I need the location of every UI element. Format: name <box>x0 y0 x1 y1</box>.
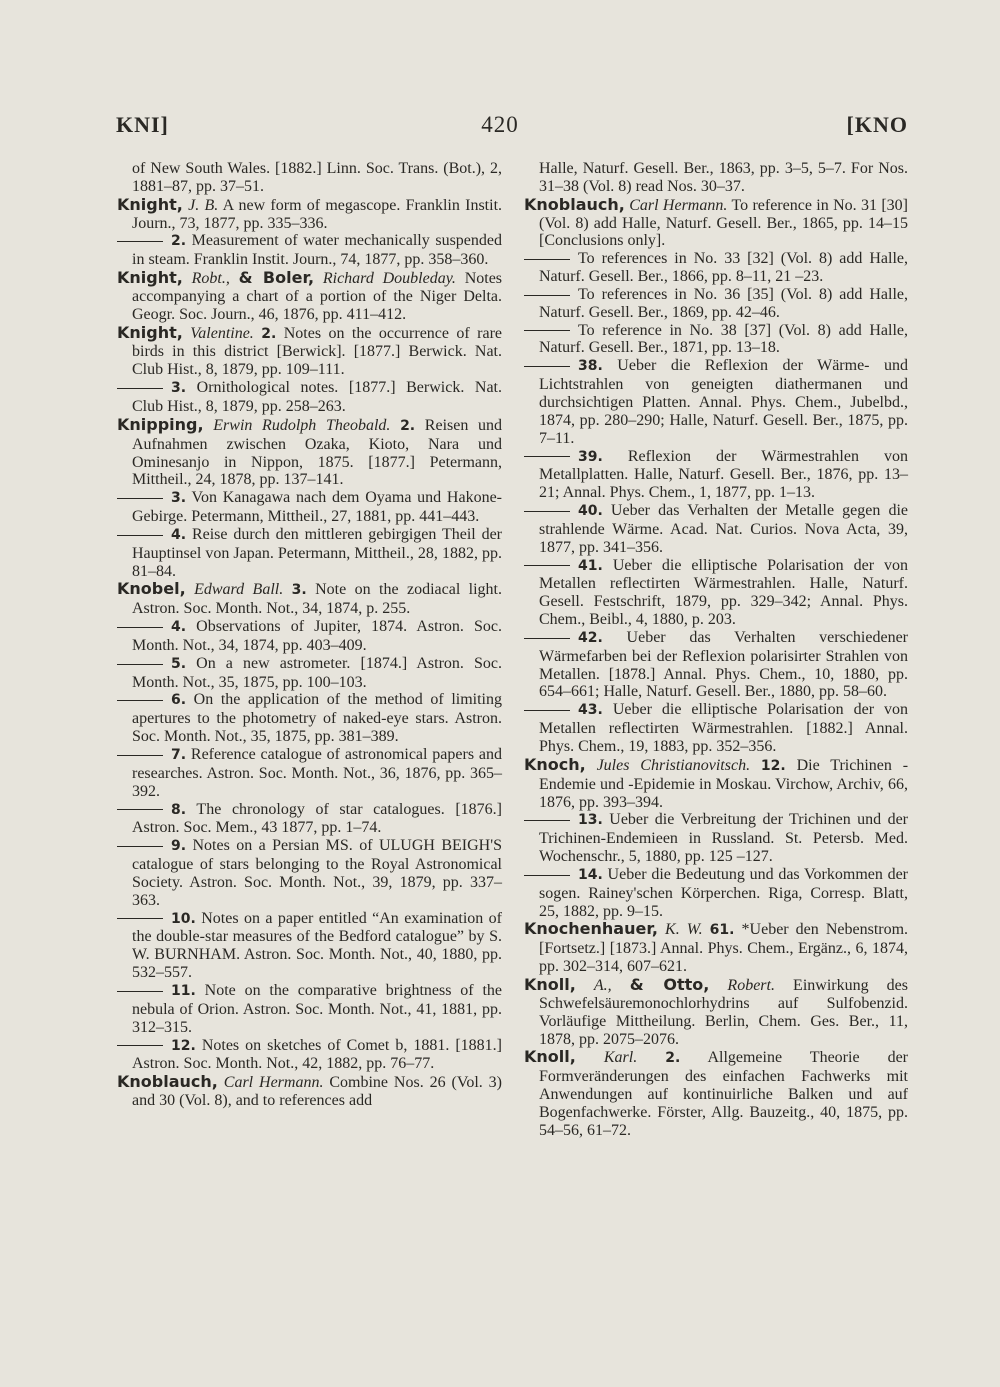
entry-text: Ueber die elliptische Polarisation der von Metallen reflectirten Wärmestrahlen. [1882.] Annal. Phys. Chem., 19, 1883, pp. 352–356. <box>539 701 909 755</box>
author-given-name: A., <box>593 976 612 994</box>
entry-number: 3. <box>171 490 187 507</box>
entry-text: Notes accompanying a chart of a portion of the Niger Delta. Geogr. Soc. Journ., 46, 1876, pp. 411–412. <box>132 270 503 323</box>
ditto-rule <box>117 991 163 992</box>
author-name: Knobel, <box>117 579 186 599</box>
sub-entry <box>524 250 908 286</box>
entry-text: Note on the zodiacal light. Astron. Soc. Month. Not., 34, 1874, p. 255. <box>132 581 502 618</box>
ditto-rule <box>524 820 570 821</box>
entry-number: 5. <box>171 655 187 672</box>
entry-text: Ueber die Reflexion der Wärme- und Lichtstrahlen von geneigten diathermanen und durchsichtigen Platten. Annal. Phys. Chem., Jubelbd., 1874, pp. 280–290; Halle, Naturf. Gesell. Ber., 1875, pp. 7–11. <box>539 357 908 447</box>
author-given-name: K. W. <box>665 921 703 939</box>
sub-entry <box>117 746 502 801</box>
author-entry <box>524 196 908 251</box>
entry-number: 61. <box>709 922 735 939</box>
entry-text: Combine Nos. 26 (Vol. 3) and 30 (Vol. 8), and to references add <box>132 1074 503 1110</box>
entry-number: 11. <box>171 982 196 999</box>
entry-number: 6. <box>171 692 187 709</box>
entry-text: To reference in No. 31 [30] (Vol. 8) add Halle, Naturf. Gesell. Ber., 1865, pp. 14–15 [Conclusions only]. <box>539 196 909 250</box>
entry-text: The chronology of star catalogues. [1876.] Astron. Soc. Mem., 43 1877, pp. 1–74. <box>132 800 502 837</box>
sub-entry <box>117 489 502 526</box>
ditto-rule <box>117 627 163 628</box>
entry-text: Ueber die elliptische Polarisation der von Metallen reflectirten Wärmestrahlen. Halle, Naturf. Gesell. Festschrift, 1879, pp. 329–342; Annal. Phys. Chem., Beibl., 4, 1880, p. 203. <box>539 556 909 629</box>
entry-text: To references in No. 36 [35] (Vol. 8) add Halle, Naturf. Gesell. Ber., 1869, pp. 42–46. <box>539 285 908 321</box>
ditto-rule <box>524 875 570 876</box>
sub-entry <box>117 910 502 982</box>
entry-text: Von Kanagawa nach dem Oyama und Hakone-Gebirge. Petermann, Mittheil., 27, 1881, pp. 441–443. <box>132 489 502 526</box>
ditto-rule <box>117 664 163 665</box>
continued-entry <box>524 160 908 196</box>
entry-text: Ueber die Verbreitung der Trichinen und der Trichinen-Endemieen in Russland. St. Petersb. Med. Wochenschr., 5, 1880, pp. 125 –127. <box>539 811 909 866</box>
sub-entry <box>117 837 502 909</box>
author-given-name: Valentine. <box>190 324 254 342</box>
sub-entry <box>524 448 908 503</box>
ditto-rule <box>117 918 163 919</box>
entry-text: Ueber das Verhalten der Metalle gegen die strahlende Wärme. Acad. Nat. Curios. Nova Acta, 39, 1877, pp. 341–356. <box>539 502 909 556</box>
entry-text: To reference in No. 38 [37] (Vol. 8) add Halle, Naturf. Gesell. Ber., 1871, pp. 13–18. <box>539 321 908 357</box>
entry-text: of New South Wales. [1882.] Linn. Soc. Trans. (Bot.), 2, 1881–87, pp. 37–51. <box>132 160 502 195</box>
sub-entry <box>117 801 502 838</box>
author-entry <box>117 1073 502 1110</box>
entry-text: *Ueber den Nebenstrom. [Fortsetz.] [1873.] Annal. Phys. Chem., Ergänz., 6, 1874, pp. 302–314, 607–621. <box>539 921 909 976</box>
coauthor-given-name: Richard Doubleday. <box>322 270 456 288</box>
entry-text: Ueber das Verhalten verschiedener Wärmefarben bei der Reflexion polarisirter Strahlen von Metallen. [1878.] Annal. Phys. Chem., 10, 1880, pp. 654–661; Halle, Naturf. Gesell. Ber., 1880, pp. 58–60. <box>539 628 909 701</box>
entry-number: 39. <box>578 448 603 465</box>
entry-text: Measurement of water mechanically suspended in steam. Franklin Instit. Journ., 74, 1877, pp. 358–360. <box>132 232 502 269</box>
ditto-rule <box>524 259 570 260</box>
ditto-rule <box>524 366 570 367</box>
sub-entry <box>524 811 908 866</box>
author-name: Knoll, <box>524 974 576 994</box>
entry-number: 3. <box>171 380 187 397</box>
sub-entry <box>117 526 502 581</box>
right-column <box>524 160 908 1140</box>
entry-number: 12. <box>171 1037 196 1054</box>
author-entry <box>524 1048 908 1139</box>
ditto-rule <box>117 388 163 389</box>
entry-number: 38. <box>578 358 603 375</box>
sub-entry <box>117 232 502 269</box>
author-entry <box>117 196 502 233</box>
author-name: Knight, <box>117 268 183 288</box>
ditto-rule <box>117 809 163 810</box>
ditto-rule <box>524 456 570 457</box>
entry-text: Notes on the occurrence of rare birds in this district [Berwick]. [1877.] Berwick. Nat. Club Hist., 8, 1879, pp. 109–111. <box>132 324 503 379</box>
author-name: Knoblauch, <box>117 1072 218 1092</box>
ditto-rule <box>117 535 163 536</box>
entry-text: Halle, Naturf. Gesell. Ber., 1863, pp. 3–5, 5–7. For Nos. 31–38 (Vol. 8) read Nos. 30–37. <box>539 160 908 195</box>
author-given-name: Edward Ball. <box>194 581 284 599</box>
author-name: Knochenhauer, <box>524 919 658 939</box>
page-number: 420 <box>481 112 519 137</box>
left-column <box>117 160 502 1110</box>
author-name: Knoch, <box>524 754 586 774</box>
continued-entry <box>117 160 502 196</box>
entry-text: Reisen und Aufnahmen zwischen Ozaka, Kioto, Nara und Ominesanjo in Nippon, 1875. [1877.] Petermann, Mittheil., 24, 1878, pp. 137–141. <box>132 416 503 489</box>
entry-number: 42. <box>578 629 603 646</box>
ditto-rule <box>524 565 570 566</box>
entry-number: 13. <box>578 812 603 829</box>
entry-number: 4. <box>171 619 187 636</box>
entry-text: Reise durch den mittleren gebirgigen Theil der Hauptinsel von Japan. Petermann, Mittheil., 28, 1882, pp. 81–84. <box>132 525 503 580</box>
sub-entry <box>524 322 908 358</box>
entry-number: 4. <box>171 526 187 543</box>
entry-text: A new form of megascope. Franklin Instit. Journ., 73, 1877, pp. 335–336. <box>132 196 503 232</box>
entry-text: Notes on a Persian MS. of ULUGH BEIGH'S catalogue of stars belonging to the Royal Astronomical Society. Astron. Soc. Month. Not., 39, 1879, pp. 337–363. <box>132 837 503 909</box>
author-entry <box>524 976 908 1048</box>
sub-entry <box>524 502 908 557</box>
entry-text: To references in No. 33 [32] (Vol. 8) add Halle, Naturf. Gesell. Ber., 1866, pp. 8–11, 21 –23. <box>539 250 908 286</box>
entry-number: 2. <box>400 417 416 434</box>
author-given-name: Erwin Rudolph Theobald. <box>213 416 391 434</box>
entry-text: Note on the comparative brightness of the nebula of Orion. Astron. Soc. Month. Not., 41, 1881, pp. 312–315. <box>132 981 503 1036</box>
ditto-rule <box>524 295 570 296</box>
author-given-name: Robt., <box>191 270 230 288</box>
sub-entry <box>524 701 908 756</box>
author-name: Knoblauch, <box>524 194 625 214</box>
coauthor-name: & Otto, <box>629 974 710 994</box>
sub-entry <box>117 655 502 692</box>
entry-text: Die Trichinen -Endemie und -Epidemie in Moskau. Virchow, Archiv, 66, 1876, pp. 393–394. <box>539 756 909 811</box>
author-name: Knight, <box>117 322 183 342</box>
running-head-left: KNI] <box>116 112 169 137</box>
author-given-name: Carl Hermann. <box>629 196 728 214</box>
sub-entry <box>524 286 908 322</box>
entry-text: Notes on a paper entitled “An examination of the double-star measures of the Bedford catalogue” by S. W. BURNHAM. Astron. Soc. Month. Not., 40, 1880, pp. 532–557. <box>132 909 503 982</box>
sub-entry <box>524 866 908 921</box>
author-given-name: Jules Christianovitsch. <box>596 756 751 774</box>
sub-entry <box>117 618 502 655</box>
entry-text: Allgemeine Theorie der Formveränderungen des einfachen Fachwerks mit Anwendungen auf kontinuirliche Balken und auf Bogenfachwerke. Förster, Allg. Bauzeitg., 40, 1875, pp. 54–56, 61–72. <box>539 1049 909 1139</box>
author-given-name: J. B. <box>188 196 219 214</box>
author-entry <box>117 269 502 324</box>
running-head-right: [KNO <box>846 112 908 137</box>
entry-number: 10. <box>171 910 196 927</box>
author-given-name: Carl Hermann. <box>223 1074 324 1092</box>
author-entry <box>117 580 502 618</box>
sub-entry <box>117 982 502 1037</box>
sub-entry <box>117 691 502 746</box>
entry-text: On a new astrometer. [1874.] Astron. Soc. Month. Not., 35, 1875, pp. 100–103. <box>132 654 502 691</box>
ditto-rule <box>117 498 163 499</box>
entry-text: Ornithological notes. [1877.] Berwick. Nat. Club Hist., 8, 1879, pp. 258–263. <box>132 379 502 415</box>
author-entry <box>524 756 908 812</box>
entry-number: 40. <box>578 503 603 520</box>
entry-text: Reflexion der Wärmestrahlen von Metallplatten. Halle, Naturf. Gesell. Ber., 1876, pp. 13–21; Annal. Phys. Chem., 1, 1877, pp. 1–13. <box>539 447 908 502</box>
entry-text: Reference catalogue of astronomical papers and researches. Astron. Soc. Month. Not., 36, 1876, pp. 365–392. <box>132 746 502 800</box>
author-given-name: Karl. <box>603 1049 638 1067</box>
entry-number: 12. <box>760 757 786 774</box>
sub-entry <box>117 1037 502 1074</box>
sub-entry <box>524 629 908 701</box>
author-entry <box>117 324 502 380</box>
author-name: Knight, <box>117 194 183 214</box>
entry-number: 8. <box>171 801 187 818</box>
entry-text: Observations of Jupiter, 1874. Astron. Soc. Month. Not., 34, 1874, pp. 403–409. <box>132 618 503 654</box>
entry-text: Notes on sketches of Comet b, 1881. [1881.] Astron. Soc. Month. Not., 42, 1882, pp. 76–77. <box>132 1036 502 1073</box>
sub-entry <box>117 379 502 416</box>
entry-number: 41. <box>578 557 603 574</box>
entry-text: Einwirkung des Schwefelsäuremonochlorhydrins auf Sulfobenzid. Vorläufige Mittheilung. Berlin, Chem. Ges. Ber., 11, 1878, pp. 2075–2076. <box>539 976 908 1048</box>
entry-text: Ueber die Bedeutung und das Vorkommen der sogen. Rainey'schen Körperchen. Riga, Corresp. Blatt, 25, 1882, pp. 9–15. <box>539 865 909 920</box>
coauthor-given-name: Robert. <box>727 976 775 994</box>
entry-number: 7. <box>171 747 187 763</box>
entry-number: 2. <box>665 1050 681 1067</box>
entry-number: 43. <box>578 702 603 719</box>
author-name: Knoll, <box>524 1047 576 1067</box>
ditto-rule <box>117 700 163 701</box>
entry-number: 14. <box>578 866 603 883</box>
ditto-rule <box>117 1045 163 1046</box>
sub-entry <box>524 557 908 629</box>
ditto-rule <box>524 330 570 331</box>
ditto-rule <box>524 710 570 711</box>
entry-number: 9. <box>171 838 187 855</box>
ditto-rule <box>117 846 163 847</box>
entry-text: On the application of the method of limiting apertures to the photometry of naked-eye stars. Astron. Soc. Month. Not., 35, 1875, pp. 381–389. <box>132 691 502 746</box>
entry-number: 2. <box>261 325 277 342</box>
coauthor-name: & Boler, <box>238 268 315 288</box>
ditto-rule <box>117 241 163 242</box>
author-entry <box>524 920 908 976</box>
ditto-rule <box>117 755 163 756</box>
entry-number: 3. <box>291 582 307 599</box>
ditto-rule <box>524 511 570 512</box>
ditto-rule <box>524 638 570 639</box>
sub-entry <box>524 357 908 447</box>
author-entry <box>117 416 502 489</box>
entry-number: 2. <box>171 233 187 250</box>
author-name: Knipping, <box>117 414 204 434</box>
